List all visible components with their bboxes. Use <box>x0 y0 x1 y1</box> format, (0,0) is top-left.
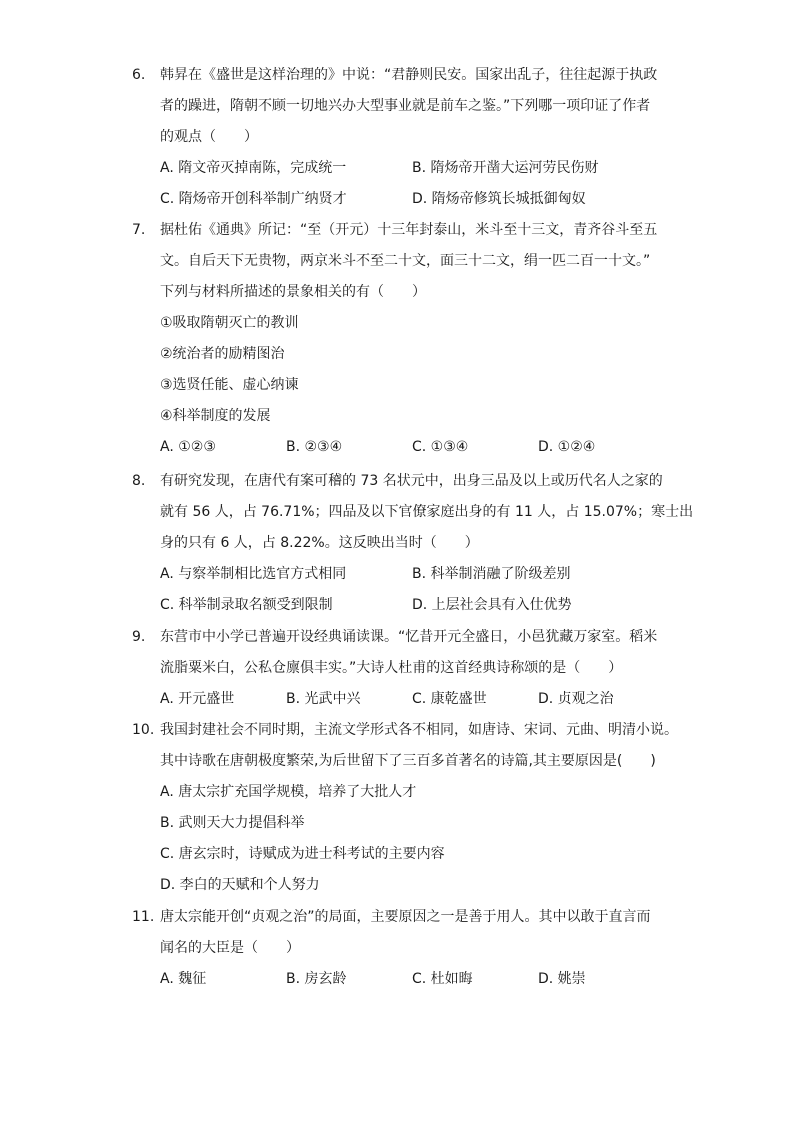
option-c[interactable]: C. 康乾盛世 <box>412 691 487 707</box>
question-number: 9. <box>132 629 146 645</box>
option-a[interactable]: A. 唐太宗扩充国学规模，培养了大批人才 <box>160 784 417 800</box>
option-b[interactable]: B. 光武中兴 <box>286 691 361 707</box>
question-text-line: 身的只有 6 人，占 8.22%。这反映出当时（ ） <box>160 535 479 551</box>
question-number: 10. <box>132 722 155 738</box>
question-text-line: 就有 56 人，占 76.71%；四品及以下官僚家庭出身的有 11 人，占 15.07%；寒士出 <box>160 504 694 520</box>
question-body <box>160 60 672 215</box>
question-body <box>160 466 694 621</box>
option-b[interactable]: B. 武则天大力提倡科举 <box>160 815 305 831</box>
option-a[interactable]: A. 魏征 <box>160 971 207 987</box>
question-text-line: 的观点（ ） <box>160 129 258 145</box>
question-text-line: 流脂粟米白，公私仓廪俱丰实。”大诗人杜甫的这首经典诗称颂的是（ ） <box>160 660 623 676</box>
question-number: 7. <box>132 222 146 238</box>
option-row <box>160 684 672 715</box>
option-a[interactable]: A. 隋文帝灭掉南陈，完成统一 <box>160 160 347 176</box>
option-row <box>160 153 672 184</box>
option-b[interactable]: B. 隋炀帝开凿大运河劳民伤财 <box>412 160 599 176</box>
option-a[interactable]: A. ①②③ <box>160 439 216 455</box>
question-text-line: 者的躁进，隋朝不顾一切地兴办大型事业就是前车之鉴。”下列哪一项印证了作者 <box>160 98 651 114</box>
question-text-line: 韩昇在《盛世是这样治理的》中说：“君静则民安。国家出乱子，往往起源于执政 <box>160 67 658 83</box>
option-c[interactable]: C. 隋炀帝开创科举制广纳贤才 <box>160 191 347 207</box>
option-a[interactable]: A. 开元盛世 <box>160 691 235 707</box>
option-c[interactable]: C. 科举制录取名额受到限制 <box>160 597 333 613</box>
option-c[interactable]: C. 唐玄宗时，诗赋成为进士科考试的主要内容 <box>160 846 445 862</box>
option-d[interactable]: D. 姚崇 <box>538 971 586 987</box>
option-b[interactable]: B. ②③④ <box>286 439 343 455</box>
option-row <box>160 964 672 995</box>
option-b[interactable]: B. 科举制消融了阶级差别 <box>412 566 571 582</box>
option-row <box>160 184 672 215</box>
question-number: 11. <box>132 909 155 925</box>
question-number: 6. <box>132 67 146 83</box>
question-text-line: 唐太宗能开创“贞观之治”的局面，主要原因之一是善于用人。其中以敢于直言而 <box>160 909 651 925</box>
option-row <box>160 590 672 621</box>
question-text-line: 闻名的大臣是（ ） <box>160 940 300 956</box>
option-d[interactable]: D. 李白的天赋和个人努力 <box>160 877 320 893</box>
statement-1: ①吸取隋朝灭亡的教训 <box>160 315 299 331</box>
option-d[interactable]: D. 上层社会具有入仕优势 <box>412 597 572 613</box>
question-text-line: 有研究发现，在唐代有案可稽的 73 名状元中，出身三品及以上或历代名人之家的 <box>160 473 663 489</box>
question-text-line: 我国封建社会不同时期，主流文学形式各不相同，如唐诗、宋词、元曲、明清小说。 <box>160 722 678 738</box>
question-body <box>160 622 672 715</box>
option-d[interactable]: D. 贞观之治 <box>538 691 614 707</box>
option-c[interactable]: C. ①③④ <box>412 439 469 455</box>
option-b[interactable]: B. 房玄龄 <box>286 971 347 987</box>
statement-4: ④科举制度的发展 <box>160 408 271 424</box>
question-text-line: 据杜佑《通典》所记：“至（开元）十三年封泰山，米斗至十三文，青齐谷斗至五 <box>160 222 658 238</box>
option-row <box>160 559 672 590</box>
option-a[interactable]: A. 与察举制相比选官方式相同 <box>160 566 347 582</box>
question-number: 8. <box>132 473 146 489</box>
option-row <box>160 432 672 463</box>
statement-3: ③选贤任能、虚心纳谏 <box>160 377 299 393</box>
option-d[interactable]: D. ①②④ <box>538 439 596 455</box>
question-text-line: 文。自后天下无贵物，两京米斗不至二十文，面三十二文，绢一匹二百一十文。” <box>160 253 651 269</box>
question-body <box>160 215 672 463</box>
statement-2: ②统治者的励精图治 <box>160 346 285 362</box>
question-text-line: 下列与材料所描述的景象相关的有（ ） <box>160 284 426 300</box>
question-text-line: 东营市中小学已普遍开设经典诵读课。“忆昔开元全盛日，小邑犹藏万家室。稻米 <box>160 629 658 645</box>
question-text-line: 其中诗歌在唐朝极度繁荣,为后世留下了三百多首著名的诗篇,其主要原因是( ) <box>160 753 656 769</box>
option-d[interactable]: D. 隋炀帝修筑长城抵御匈奴 <box>412 191 586 207</box>
question-body <box>160 902 672 995</box>
option-c[interactable]: C. 杜如晦 <box>412 971 473 987</box>
question-body <box>160 715 678 901</box>
